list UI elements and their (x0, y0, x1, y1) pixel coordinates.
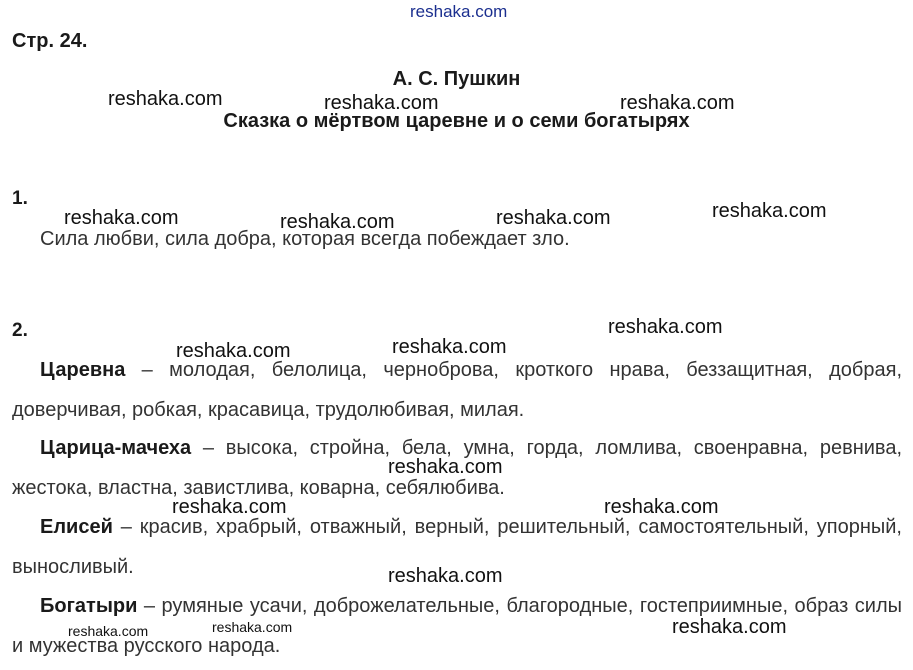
watermark: reshaka.com (712, 200, 827, 222)
author-name: А. С. Пушкин (392, 68, 521, 90)
character-name: Богатыри (40, 595, 138, 617)
watermark: reshaka.com (620, 92, 735, 114)
question-number-2: 2. (12, 320, 28, 341)
work-title: Сказка о мёртвом царевне и о семи богатырях (223, 110, 690, 132)
watermark: reshaka.com (172, 496, 287, 518)
watermark: reshaka.com (672, 616, 787, 638)
question-number-1: 1. (12, 188, 28, 209)
page-reference: Стр. 24. (12, 30, 88, 52)
character-name: Царевна (40, 359, 126, 381)
watermark: reshaka.com (64, 207, 179, 229)
answer-1: Сила любви, сила добра, которая всегда побеждает зло. (40, 228, 570, 250)
watermark: reshaka.com (496, 207, 611, 229)
watermark: reshaka.com (108, 88, 223, 110)
character-description: – молодая, белолица, черноброва, кроткого нрава, беззащитная, добрая, доверчивая, робкая, красавица, трудолюбивая, милая. (12, 359, 902, 421)
character-paragraph-stepmother (12, 429, 902, 508)
character-description: – красив, храбрый, отважный, верный, решительный, самостоятельный, упорный, выносливый. (12, 516, 902, 578)
watermark: reshaka.com (388, 456, 503, 478)
character-paragraph-bogatyri (12, 587, 902, 666)
watermark: reshaka.com (604, 496, 719, 518)
watermark: reshaka.com (608, 316, 723, 338)
watermark: reshaka.com (68, 623, 149, 639)
character-description: – румяные усачи, доброжелательные, благородные, гостеприимные, образ силы и мужества русского народа. (12, 595, 902, 657)
watermark: reshaka.com (176, 340, 291, 362)
character-name: Царица-мачеха (40, 437, 192, 459)
watermark: reshaka.com (212, 619, 293, 635)
watermark: reshaka.com (388, 565, 503, 587)
watermark: reshaka.com (324, 92, 439, 114)
character-description: – высока, стройна, бела, умна, горда, ломлива, своенравна, ревнива, жестока, властна, завистлива, коварна, себялюбива. (12, 437, 902, 499)
watermark: reshaka.com (392, 336, 507, 358)
watermark-top: reshaka.com (410, 2, 508, 21)
character-paragraph-tsarevna (12, 351, 902, 430)
character-paragraph-elisei (12, 508, 902, 587)
character-name: Елисей (40, 516, 113, 538)
watermark: reshaka.com (280, 211, 395, 233)
